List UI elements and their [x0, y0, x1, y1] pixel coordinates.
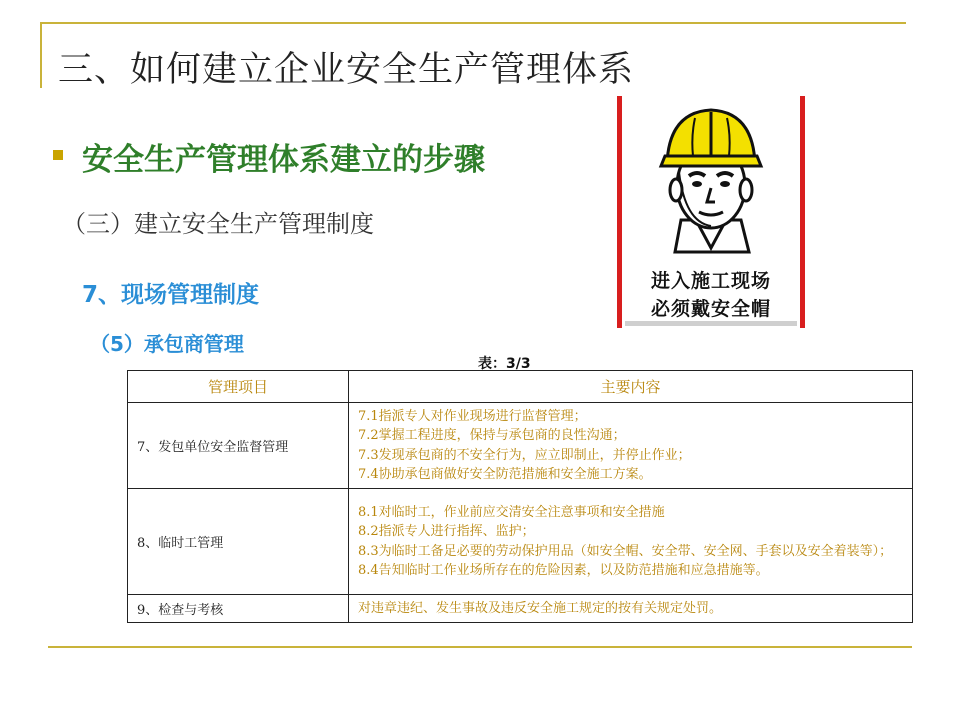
row-content	[349, 595, 913, 623]
safety-poster	[617, 96, 805, 328]
content-line: 8.2指派专人进行指挥、监护；	[358, 524, 535, 539]
frame-left-line	[40, 22, 42, 88]
header-main-content: 主要内容	[349, 371, 913, 403]
content-line: 8.3为临时工备足必要的劳动保护用品（如安全帽、安全带、安全网、手套以及安全着装等）；	[358, 543, 893, 559]
row-item: 8、临时工管理	[128, 489, 349, 595]
management-table	[127, 370, 913, 623]
table-caption: 表：3/3	[478, 356, 531, 372]
content-line: 7.4协助承包商做好安全防范措施和安全施工方案。	[358, 467, 652, 482]
content-line: 7.3发现承包商的不安全行为，应立即制止，并停止作业；	[358, 447, 691, 463]
content-line: 7.1指派专人对作业现场进行监督管理；	[358, 408, 587, 424]
table-header-row	[128, 371, 913, 403]
row-content	[349, 403, 913, 489]
content-line: 对违章违纪、发生事故及违反安全施工规定的按有关规定处罚。	[358, 600, 723, 616]
row-item: 7、发包单位安全监督管理	[128, 403, 349, 489]
frame-top-line	[40, 22, 906, 24]
table-row	[128, 595, 913, 623]
row-item: 9、检查与考核	[128, 595, 349, 623]
slide-title: 三、如何建立企业安全生产管理体系	[58, 50, 635, 90]
hard-hat-worker-icon	[645, 102, 777, 262]
item-heading-7: 7、现场管理制度	[82, 282, 260, 308]
content-line: 8.4告知临时工作业场所存在的危险因素，以及防范措施和应急措施等。	[358, 563, 769, 578]
table-row	[128, 403, 913, 489]
section-heading: （三）建立安全生产管理制度	[62, 210, 374, 238]
header-management-item: 管理项目	[128, 371, 349, 403]
poster-footer-strip	[625, 321, 797, 326]
table-row	[128, 489, 913, 595]
poster-line-2: 必须戴安全帽	[650, 298, 771, 320]
item-heading-5: （5）承包商管理	[90, 332, 244, 356]
slide-subtitle: 安全生产管理体系建立的步骤	[82, 142, 485, 178]
content-line: 7.2掌握工程进度，保持与承包商的良性沟通；	[358, 428, 626, 443]
bullet-square-icon	[53, 150, 63, 160]
content-line: 8.1对临时工，作业前应交清安全注意事项和安全措施	[358, 504, 665, 520]
row-content	[349, 489, 913, 595]
poster-line-1: 进入施工现场	[650, 270, 771, 292]
frame-bottom-line	[48, 646, 912, 648]
